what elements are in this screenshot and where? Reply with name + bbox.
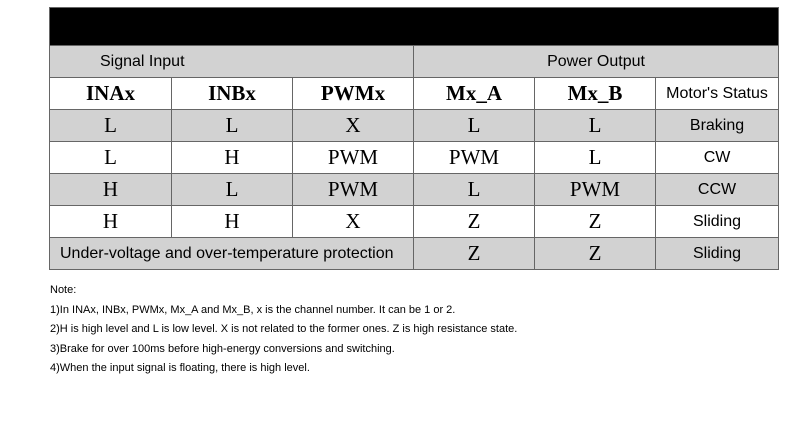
status-cell: Sliding (656, 206, 779, 238)
notes-section (50, 281, 770, 379)
table-cell: H (172, 206, 293, 238)
table-cell: L (535, 110, 656, 142)
note-item: 4)When the input signal is floating, there is high level. (50, 362, 310, 374)
status-cell: Braking (656, 110, 779, 142)
table-cell: L (414, 110, 535, 142)
table-row (50, 174, 779, 206)
status-cell: Sliding (656, 238, 779, 270)
protection-row (50, 238, 779, 270)
table-cell: L (50, 110, 172, 142)
group-header-row (50, 46, 779, 78)
note-item: 3)Brake for over 100ms before high-energy conversions and switching. (50, 342, 395, 355)
note-item: 1)In INAx, INBx, PWMx, Mx_A and Mx_B, x is the channel number. It can be 1 or 2. (50, 303, 456, 316)
table-cell: H (172, 142, 293, 174)
table-cell: L (50, 142, 172, 174)
status-cell: CW (656, 142, 779, 174)
table-cell: PWM (535, 174, 656, 206)
table-cell: Z (535, 206, 656, 238)
table-cell: L (535, 142, 656, 174)
column-header-mx-b: Mx_B (535, 78, 656, 110)
table-row (50, 206, 779, 238)
column-header-inbx: INBx (172, 78, 293, 110)
column-header-row (50, 78, 779, 110)
table-cell: PWM (293, 142, 414, 174)
table-title: Operational Logic (50, 8, 779, 46)
table-cell: Z (414, 238, 535, 270)
column-header-mx-a: Mx_A (414, 78, 535, 110)
table-cell: X (293, 110, 414, 142)
table-cell: L (414, 174, 535, 206)
table-cell: X (293, 206, 414, 238)
power-output-header: Power Output (414, 46, 779, 78)
table-cell: Z (414, 206, 535, 238)
column-header-pwmx: PWMx (293, 78, 414, 110)
protection-label: Under-voltage and over-temperature protection (50, 238, 414, 270)
table-cell: L (172, 110, 293, 142)
table-cell: H (50, 206, 172, 238)
table-cell: H (50, 174, 172, 206)
table-cell: PWM (293, 174, 414, 206)
table-row (50, 110, 779, 142)
notes-heading: Note: (50, 284, 77, 296)
signal-input-header: Signal Input (50, 46, 414, 78)
column-header-inax: INAx (50, 78, 172, 110)
status-cell: CCW (656, 174, 779, 206)
operational-logic-table (49, 7, 779, 270)
table-cell: L (172, 174, 293, 206)
table-row (50, 142, 779, 174)
column-header-motor-status: Motor's Status (656, 78, 779, 110)
note-item: 2)H is high level and L is low level. X is not related to the former ones. Z is high resistance state. (50, 323, 518, 335)
table-cell: Z (535, 238, 656, 270)
table-cell: PWM (414, 142, 535, 174)
title-row (50, 8, 779, 46)
